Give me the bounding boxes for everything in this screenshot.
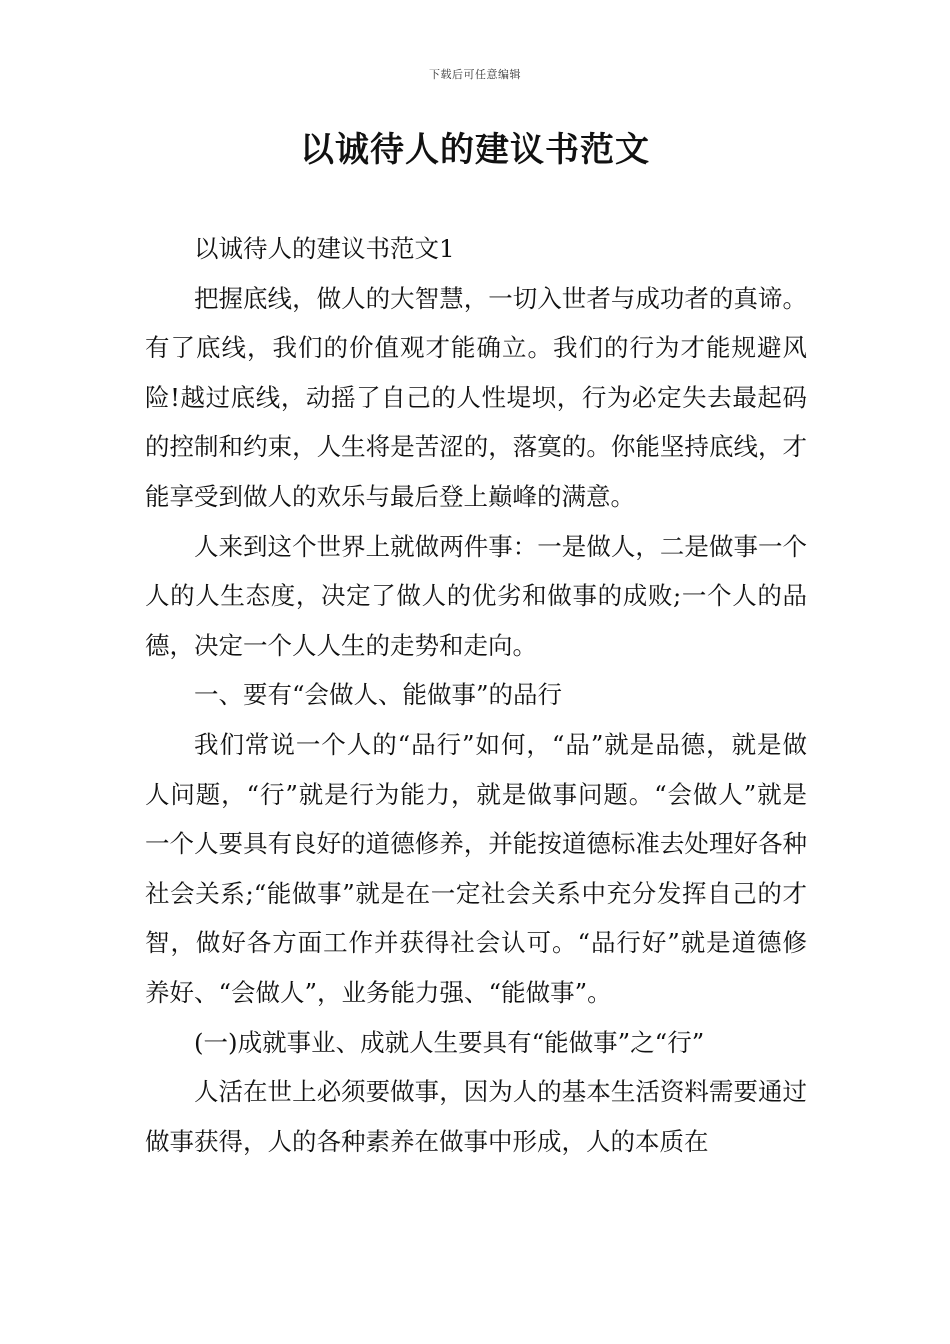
header-note: 下载后可任意编辑 bbox=[429, 68, 521, 81]
paragraph: 人活在世上必须要做事，因为人的基本生活资料需要通过做事获得，人的各种素养在做事中形成，人的本质在 bbox=[145, 1077, 807, 1156]
paragraph: 把握底线，做人的大智慧，一切入世者与成功者的真谛。有了底线，我们的价值观才能确立。我们的行为才能规避风险!越过底线，动摇了自己的人性堤坝，行为必定失去最起码的控制和约束，人生将是苦涩的，落寞的。你能坚持底线，才能享受到做人的欢乐与最后登上巅峰的满意。 bbox=[145, 283, 807, 511]
paragraph: 人来到这个世界上就做两件事：一是做人，二是做事一个人的人生态度，决定了做人的优劣和做事的成败;一个人的品德，决定一个人人生的走势和走向。 bbox=[145, 531, 807, 660]
subsection-heading: (一)成就事业、成就人生要具有“能做事”之“行” bbox=[194, 1027, 705, 1057]
section-heading: 一、要有“会做人、能做事”的品行 bbox=[194, 680, 563, 710]
paragraph-subtitle: 以诚待人的建议书范文1 bbox=[194, 234, 455, 263]
paragraph: 我们常说一个人的“品行”如何，“品”就是品德，就是做人问题，“行”就是行为能力，就是做事问题。“会做人”就是一个人要具有良好的道德修养，并能按道德标准去处理好各种社会关系;“能做事”就是在一定社会关系中充分发挥自己的才智，做好各方面工作并获得社会认可。“品行好”就是道德修养好、“会做人”，业务能力强、“能做事”。 bbox=[145, 729, 807, 1007]
document-body bbox=[145, 224, 807, 1166]
document-title: 以诚待人的建议书范文 bbox=[300, 130, 650, 170]
